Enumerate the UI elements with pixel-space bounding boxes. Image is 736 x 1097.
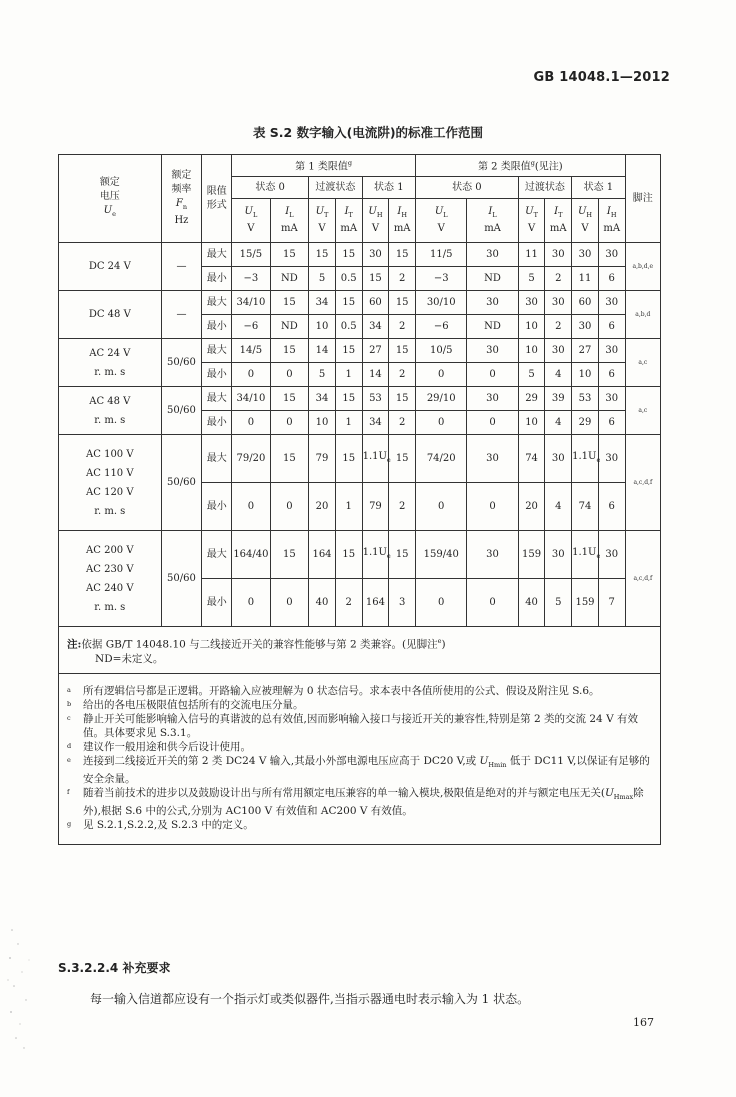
value-cell: 30 xyxy=(467,435,518,483)
value-cell: 15 xyxy=(389,435,416,483)
value-cell: 74 xyxy=(572,483,599,531)
value-cell: 30 xyxy=(467,387,518,411)
limit-min-label: 最小 xyxy=(202,315,232,339)
value-cell: 0 xyxy=(416,363,467,387)
value-cell: 164 xyxy=(362,579,389,627)
row-frequency: — xyxy=(161,243,202,291)
value-cell: 0 xyxy=(270,411,308,435)
value-cell: 0 xyxy=(232,579,270,627)
header-symbol: $I_L$ mA xyxy=(270,199,308,243)
value-cell: 0 xyxy=(467,483,518,531)
value-cell: 1 xyxy=(335,363,362,387)
value-cell: 10 xyxy=(518,315,545,339)
value-cell: 15 xyxy=(335,531,362,579)
value-cell: 30 xyxy=(518,291,545,315)
limit-min-label: 最小 xyxy=(202,267,232,291)
value-cell: 15 xyxy=(270,435,308,483)
header-symbol: $I_T$ mA xyxy=(335,199,362,243)
value-cell: 11 xyxy=(572,267,599,291)
value-cell: 11 xyxy=(518,243,545,267)
value-cell: 79 xyxy=(362,483,389,531)
value-cell: ND xyxy=(270,267,308,291)
value-cell: 164 xyxy=(309,531,336,579)
value-cell: 6 xyxy=(598,267,625,291)
value-cell: 15/5 xyxy=(232,243,270,267)
header-symbol: $U_L$ V xyxy=(232,199,270,243)
value-cell: ND xyxy=(270,315,308,339)
value-cell: 164/40 xyxy=(232,531,270,579)
value-cell: 6 xyxy=(598,315,625,339)
value-cell: 30 xyxy=(467,291,518,315)
value-cell: 14 xyxy=(309,339,336,363)
value-cell: 15 xyxy=(389,339,416,363)
value-cell: 0 xyxy=(467,411,518,435)
value-cell: 15 xyxy=(335,435,362,483)
footnote-item: d 建议作一般用途和供今后设计使用。 xyxy=(67,740,251,753)
value-cell: 15 xyxy=(270,291,308,315)
value-cell: 0.5 xyxy=(335,315,362,339)
row-voltage: AC 24 V r. m. s xyxy=(59,339,162,387)
header-symbol: $U_T$ V xyxy=(309,199,336,243)
value-cell: 40 xyxy=(518,579,545,627)
row-frequency: 50/60 xyxy=(161,387,202,435)
footnote-item: b 给出的各电压极限值包括所有的交流电压分量。 xyxy=(67,698,304,711)
table-note: 注:依据 GB/T 14048.10 与二线接近开关的兼容性能够与第 2 类兼容。(见脚注$^e$) ND=未定义。 xyxy=(59,627,661,674)
value-cell: 0 xyxy=(232,411,270,435)
value-cell: 1 xyxy=(335,483,362,531)
value-cell: 34 xyxy=(362,315,389,339)
row-footnote-refs: a,c xyxy=(625,387,660,435)
value-cell: 15 xyxy=(389,243,416,267)
value-cell: 27 xyxy=(572,339,599,363)
value-cell: 30 xyxy=(598,339,625,363)
row-voltage: AC 48 V r. m. s xyxy=(59,387,162,435)
header-limit-form: 限值 形式 xyxy=(202,155,232,243)
limit-max-label: 最大 xyxy=(202,531,232,579)
row-footnote-refs: a,b,d,e xyxy=(625,243,660,291)
value-cell: 30 xyxy=(362,243,389,267)
value-cell: 2 xyxy=(389,411,416,435)
value-cell: 53 xyxy=(362,387,389,411)
value-cell: 4 xyxy=(545,411,572,435)
value-cell: 10 xyxy=(309,411,336,435)
limit-min-label: 最小 xyxy=(202,483,232,531)
limit-max-label: 最大 xyxy=(202,387,232,411)
value-cell: 15 xyxy=(362,267,389,291)
value-cell: 15 xyxy=(389,291,416,315)
section-paragraph: 每一输入信道都应设有一个指示灯或类似器件,当指示器通电时表示输入为 1 状态。 xyxy=(90,992,530,1006)
header-state1: 状态 1 xyxy=(572,177,625,199)
section-heading: S.3.2.2.4 补充要求 xyxy=(58,961,171,975)
value-cell: 39 xyxy=(545,387,572,411)
header-transition: 过渡状态 xyxy=(518,177,571,199)
row-voltage: AC 200 V AC 230 V AC 240 V r. m. s xyxy=(59,531,162,627)
value-cell: 1 xyxy=(335,411,362,435)
value-cell: $1.1U_e$ xyxy=(572,531,599,579)
value-cell: 29 xyxy=(518,387,545,411)
table-footnotes xyxy=(59,673,661,844)
value-cell: 29 xyxy=(572,411,599,435)
header-state1: 状态 1 xyxy=(362,177,416,199)
value-cell: 30 xyxy=(598,531,625,579)
value-cell: 30 xyxy=(545,291,572,315)
value-cell: 15 xyxy=(389,387,416,411)
value-cell: 15 xyxy=(309,243,336,267)
value-cell: 5 xyxy=(309,363,336,387)
value-cell: 30 xyxy=(572,315,599,339)
value-cell: 2 xyxy=(389,315,416,339)
value-cell: −6 xyxy=(416,315,467,339)
limit-max-label: 最大 xyxy=(202,435,232,483)
table-caption: 表 S.2 数字输入(电流阱)的标准工作范围 xyxy=(252,125,484,140)
value-cell: 159 xyxy=(518,531,545,579)
value-cell: 6 xyxy=(598,363,625,387)
value-cell: 2 xyxy=(545,267,572,291)
header-symbol: $U_H$ V xyxy=(572,199,599,243)
header-symbol: $I_T$ mA xyxy=(545,199,572,243)
header-symbol: $U_H$ V xyxy=(362,199,389,243)
row-frequency: — xyxy=(161,291,202,339)
value-cell: 5 xyxy=(518,267,545,291)
value-cell: 34/10 xyxy=(232,387,270,411)
limit-min-label: 最小 xyxy=(202,363,232,387)
value-cell: ND xyxy=(467,267,518,291)
value-cell: 15 xyxy=(270,387,308,411)
header-footnote: 脚注 xyxy=(625,155,660,243)
header-transition: 过渡状态 xyxy=(309,177,362,199)
footnote-item: a 所有逻辑信号都是正逻辑。开路输入应被理解为 0 状态信号。求本表中各值所使用的公式、假设及附注见 S.6。 xyxy=(67,684,600,697)
value-cell: 74/20 xyxy=(416,435,467,483)
value-cell: 30 xyxy=(545,243,572,267)
value-cell: 15 xyxy=(270,531,308,579)
value-cell: 2 xyxy=(545,315,572,339)
value-cell: 30 xyxy=(545,531,572,579)
value-cell: 0 xyxy=(232,483,270,531)
value-cell: 74 xyxy=(518,435,545,483)
value-cell: 30 xyxy=(572,243,599,267)
row-frequency: 50/60 xyxy=(161,435,202,531)
value-cell: −6 xyxy=(232,315,270,339)
limit-max-label: 最大 xyxy=(202,243,232,267)
header-rated-voltage: 额定 电压 $U_e$ xyxy=(59,155,162,243)
row-voltage: DC 48 V xyxy=(59,291,162,339)
value-cell: 27 xyxy=(362,339,389,363)
value-cell: 159/40 xyxy=(416,531,467,579)
value-cell: 0 xyxy=(467,363,518,387)
value-cell: 2 xyxy=(335,579,362,627)
value-cell: 15 xyxy=(335,339,362,363)
row-footnote-refs: a,b,d xyxy=(625,291,660,339)
value-cell: 30 xyxy=(598,435,625,483)
value-cell: 20 xyxy=(309,483,336,531)
value-cell: 10/5 xyxy=(416,339,467,363)
row-footnote-refs: a,c,d,f xyxy=(625,531,660,627)
value-cell: 60 xyxy=(362,291,389,315)
value-cell: 10 xyxy=(309,315,336,339)
row-voltage: AC 100 V AC 110 V AC 120 V r. m. s xyxy=(59,435,162,531)
value-cell: 30 xyxy=(467,243,518,267)
header-rated-frequency: 额定 频率 $F_n$ Hz xyxy=(161,155,202,243)
value-cell: −3 xyxy=(416,267,467,291)
value-cell: 30 xyxy=(598,243,625,267)
header-symbol: $U_T$ V xyxy=(518,199,545,243)
header-type2: 第 2 类限值$^g$(见注) xyxy=(416,155,626,177)
value-cell: 10 xyxy=(572,363,599,387)
value-cell: −3 xyxy=(232,267,270,291)
value-cell: 15 xyxy=(389,531,416,579)
value-cell: 15 xyxy=(335,243,362,267)
row-frequency: 50/60 xyxy=(161,339,202,387)
value-cell: 0 xyxy=(270,363,308,387)
value-cell: 4 xyxy=(545,483,572,531)
value-cell: 2 xyxy=(389,483,416,531)
footnote-item: c 静止开关可能影响输入信号的真谐波的总有效值,因而影响输入接口与接近开关的兼容性,特别是第 2 类的交流 24 V 有效值。具体要求见 S.3.1。 xyxy=(67,712,638,739)
value-cell: 5 xyxy=(518,363,545,387)
header-state0: 状态 0 xyxy=(416,177,519,199)
value-cell: 10 xyxy=(518,411,545,435)
footnote-item: e 连接到二线接近开关的第 2 类 DC24 V 输入,其最小外部电源电压应高于 DC20 V,或 $U_{Hmin}$ 低于 DC11 V,以保证有足够的安全余量。 xyxy=(67,754,650,785)
value-cell: $1.1U_e$ xyxy=(362,435,389,483)
limit-max-label: 最大 xyxy=(202,291,232,315)
header-symbol: $I_H$ mA xyxy=(598,199,625,243)
value-cell: 6 xyxy=(598,411,625,435)
value-cell: 159 xyxy=(572,579,599,627)
footnote-item: f 随着当前技术的进步以及鼓励设计出与所有常用额定电压兼容的单一输入模块,极限值是绝对的并与额定电压无关($U_{Hmax}$除外),根据 S.6 中的公式,分别为 AC100 V 有效值和 AC200 V 有效值。 xyxy=(67,786,644,817)
value-cell: 30 xyxy=(467,339,518,363)
row-frequency: 50/60 xyxy=(161,531,202,627)
value-cell: 34/10 xyxy=(232,291,270,315)
standard-number: GB 14048.1—2012 xyxy=(533,70,670,85)
limit-min-label: 最小 xyxy=(202,411,232,435)
value-cell: 0 xyxy=(270,579,308,627)
page-number: 167 xyxy=(633,1016,654,1029)
value-cell: 6 xyxy=(598,483,625,531)
header-state0: 状态 0 xyxy=(232,177,309,199)
value-cell: 2 xyxy=(389,363,416,387)
value-cell: 0 xyxy=(416,579,467,627)
value-cell: 7 xyxy=(598,579,625,627)
value-cell: 2 xyxy=(389,267,416,291)
value-cell: 29/10 xyxy=(416,387,467,411)
value-cell: 34 xyxy=(309,291,336,315)
value-cell: 30 xyxy=(598,291,625,315)
value-cell: 0 xyxy=(416,411,467,435)
value-cell: 30 xyxy=(545,435,572,483)
value-cell: 15 xyxy=(270,339,308,363)
value-cell: $1.1U_e$ xyxy=(362,531,389,579)
header-symbol: $I_H$ mA xyxy=(389,199,416,243)
value-cell: 79/20 xyxy=(232,435,270,483)
value-cell: 0.5 xyxy=(335,267,362,291)
value-cell: 5 xyxy=(309,267,336,291)
value-cell: 30 xyxy=(598,387,625,411)
value-cell: 60 xyxy=(572,291,599,315)
value-cell: 30 xyxy=(467,531,518,579)
row-footnote-refs: a,c,d,f xyxy=(625,435,660,531)
value-cell: 30 xyxy=(545,339,572,363)
value-cell: 5 xyxy=(545,579,572,627)
value-cell: 0 xyxy=(270,483,308,531)
input-range-table xyxy=(58,154,661,845)
value-cell: 0 xyxy=(467,579,518,627)
value-cell: 34 xyxy=(309,387,336,411)
value-cell: 53 xyxy=(572,387,599,411)
scan-noise-mark xyxy=(4,920,44,1060)
value-cell: 15 xyxy=(270,243,308,267)
value-cell: 10 xyxy=(518,339,545,363)
value-cell: 15 xyxy=(335,291,362,315)
row-voltage: DC 24 V xyxy=(59,243,162,291)
value-cell: 34 xyxy=(362,411,389,435)
value-cell: 20 xyxy=(518,483,545,531)
value-cell: $1.1U_e$ xyxy=(572,435,599,483)
value-cell: 14 xyxy=(362,363,389,387)
footnote-item: g 见 S.2.1,S.2.2,及 S.2.3 中的定义。 xyxy=(67,818,254,831)
value-cell: 15 xyxy=(335,387,362,411)
row-footnote-refs: a,c xyxy=(625,339,660,387)
value-cell: 3 xyxy=(389,579,416,627)
header-type1: 第 1 类限值$^g$ xyxy=(232,155,416,177)
limit-max-label: 最大 xyxy=(202,339,232,363)
value-cell: 0 xyxy=(232,363,270,387)
value-cell: 11/5 xyxy=(416,243,467,267)
value-cell: ND xyxy=(467,315,518,339)
value-cell: 40 xyxy=(309,579,336,627)
header-symbol: $I_L$ mA xyxy=(467,199,518,243)
value-cell: 30/10 xyxy=(416,291,467,315)
value-cell: 4 xyxy=(545,363,572,387)
value-cell: 0 xyxy=(416,483,467,531)
header-symbol: $U_L$ V xyxy=(416,199,467,243)
value-cell: 79 xyxy=(309,435,336,483)
limit-min-label: 最小 xyxy=(202,579,232,627)
value-cell: 14/5 xyxy=(232,339,270,363)
